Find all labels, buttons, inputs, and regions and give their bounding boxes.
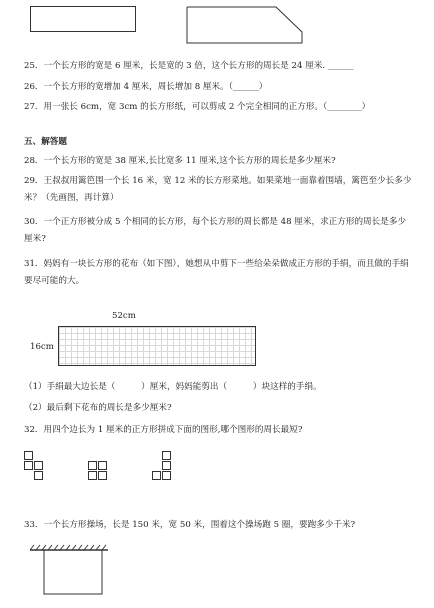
- problem-30: 30．一个正方形被分成 5 个相同的长方形，每个长方形的周长都是 48 厘米，求正方形的周长是多少厘米?: [24, 217, 407, 244]
- problem-33: 33．一个长方形操场，长是 150 米，宽 50 米，围着这个操场跑 5 圈，要跑多少千米?: [24, 520, 356, 530]
- problem-31-part-1: （1）手绢最大边长是（ ）厘米，妈妈能剪出（ ）块这样的手绢。: [24, 382, 322, 392]
- problem-32: 32．用四个边长为 1 厘米的正方形拼成下面的图形,哪个图形的周长最短?: [24, 425, 303, 435]
- fabric-rectangle: [58, 326, 256, 366]
- problem-31: 31．妈妈有一块长方形的花布（如下图），她想从中剪下一些给朵朵做成正方形的手绢，而且做的手绢要尽可能的大。: [24, 259, 409, 286]
- top-rectangle-figure: [30, 6, 136, 32]
- fabric-width-label: 52cm: [112, 311, 136, 321]
- top-cut-rectangle-figure: [186, 6, 304, 44]
- problem-28: 28．一个长方形的宽是 38 厘米,长比宽多 11 厘米,这个长方形的周长是多少厘米?: [24, 156, 336, 166]
- problem-29: 29．王叔叔用篱笆围一个长 16 米，宽 12 米的长方形菜地。如果菜地一面靠着围墙，篱笆至少长多少米？（先画图，再计算）: [24, 176, 412, 203]
- fabric-height-label: 16cm: [30, 342, 54, 352]
- playground-wall-figure: [28, 544, 110, 596]
- section-title: 五、解答题: [24, 137, 67, 147]
- question-26: 26．一个长方形的宽增加 4 厘米，周长增加 8 厘米。（______）: [24, 82, 268, 92]
- problem-31-part-2: （2）最后剩下花布的周长是多少厘米?: [24, 403, 172, 413]
- question-25: 25．一个长方形的宽是 6 厘米，长是宽的 3 倍，这个长方形的周长是 24 厘米. ______: [24, 61, 354, 71]
- question-27: 27．用一张长 6cm，宽 3cm 的长方形纸，可以剪成 2 个完全相同的正方形。（________）: [24, 102, 371, 112]
